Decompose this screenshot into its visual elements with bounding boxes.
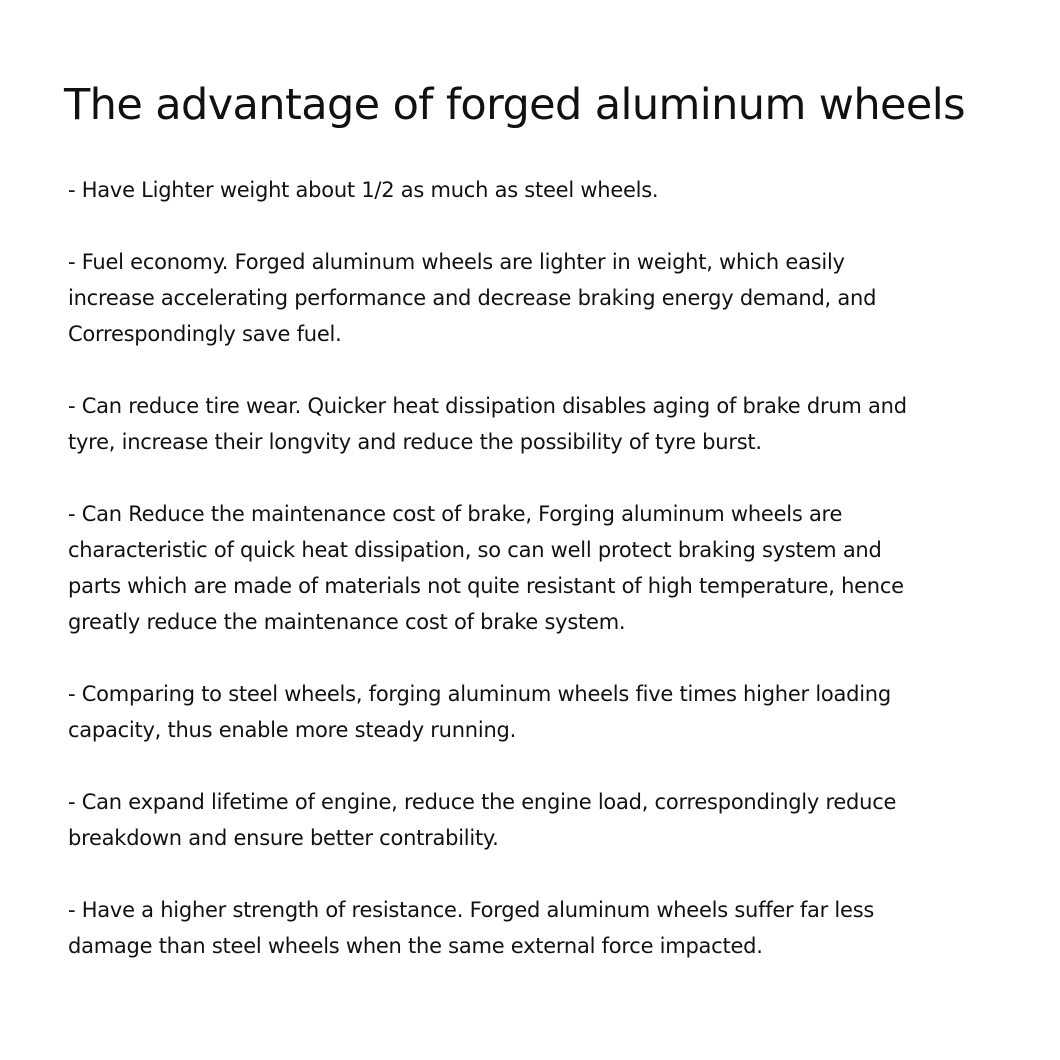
text-line: tyre, increase their longvity and reduce the possibility of tyre burst. (68, 430, 762, 454)
text-line: - Fuel economy. Forged aluminum wheels are lighter in weight, which easily (68, 250, 845, 274)
advantage-item (68, 784, 1003, 856)
advantage-item (68, 244, 1003, 352)
text-line: - Can Reduce the maintenance cost of brake, Forging aluminum wheels are (68, 502, 843, 526)
text-line: characteristic of quick heat dissipation, so can well protect braking system and (68, 538, 882, 562)
text-line: capacity, thus enable more steady running. (68, 718, 517, 742)
advantage-item (68, 676, 1003, 748)
advantage-item (68, 892, 1003, 964)
advantage-item (68, 172, 1003, 208)
text-line: - Can reduce tire wear. Quicker heat dissipation disables aging of brake drum and (68, 394, 907, 418)
advantage-item (68, 496, 1003, 640)
advantage-item (68, 388, 1003, 460)
page-title: The advantage of forged aluminum wheels (64, 80, 965, 130)
text-line: - Can expand lifetime of engine, reduce the engine load, correspondingly reduce (68, 790, 897, 814)
text-line: increase accelerating performance and decrease braking energy demand, and (68, 286, 877, 310)
text-line: breakdown and ensure better contrability. (68, 826, 499, 850)
text-line: - Have Lighter weight about 1/2 as much as steel wheels. (68, 178, 659, 202)
text-line: greatly reduce the maintenance cost of brake system. (68, 610, 626, 634)
advantages-list (68, 172, 1003, 964)
text-line: damage than steel wheels when the same external force impacted. (68, 934, 763, 958)
text-line: - Comparing to steel wheels, forging aluminum wheels five times higher loading (68, 682, 891, 706)
text-line: Correspondingly save fuel. (68, 322, 342, 346)
text-line: - Have a higher strength of resistance. Forged aluminum wheels suffer far less (68, 898, 875, 922)
text-line: parts which are made of materials not quite resistant of high temperature, hence (68, 574, 904, 598)
